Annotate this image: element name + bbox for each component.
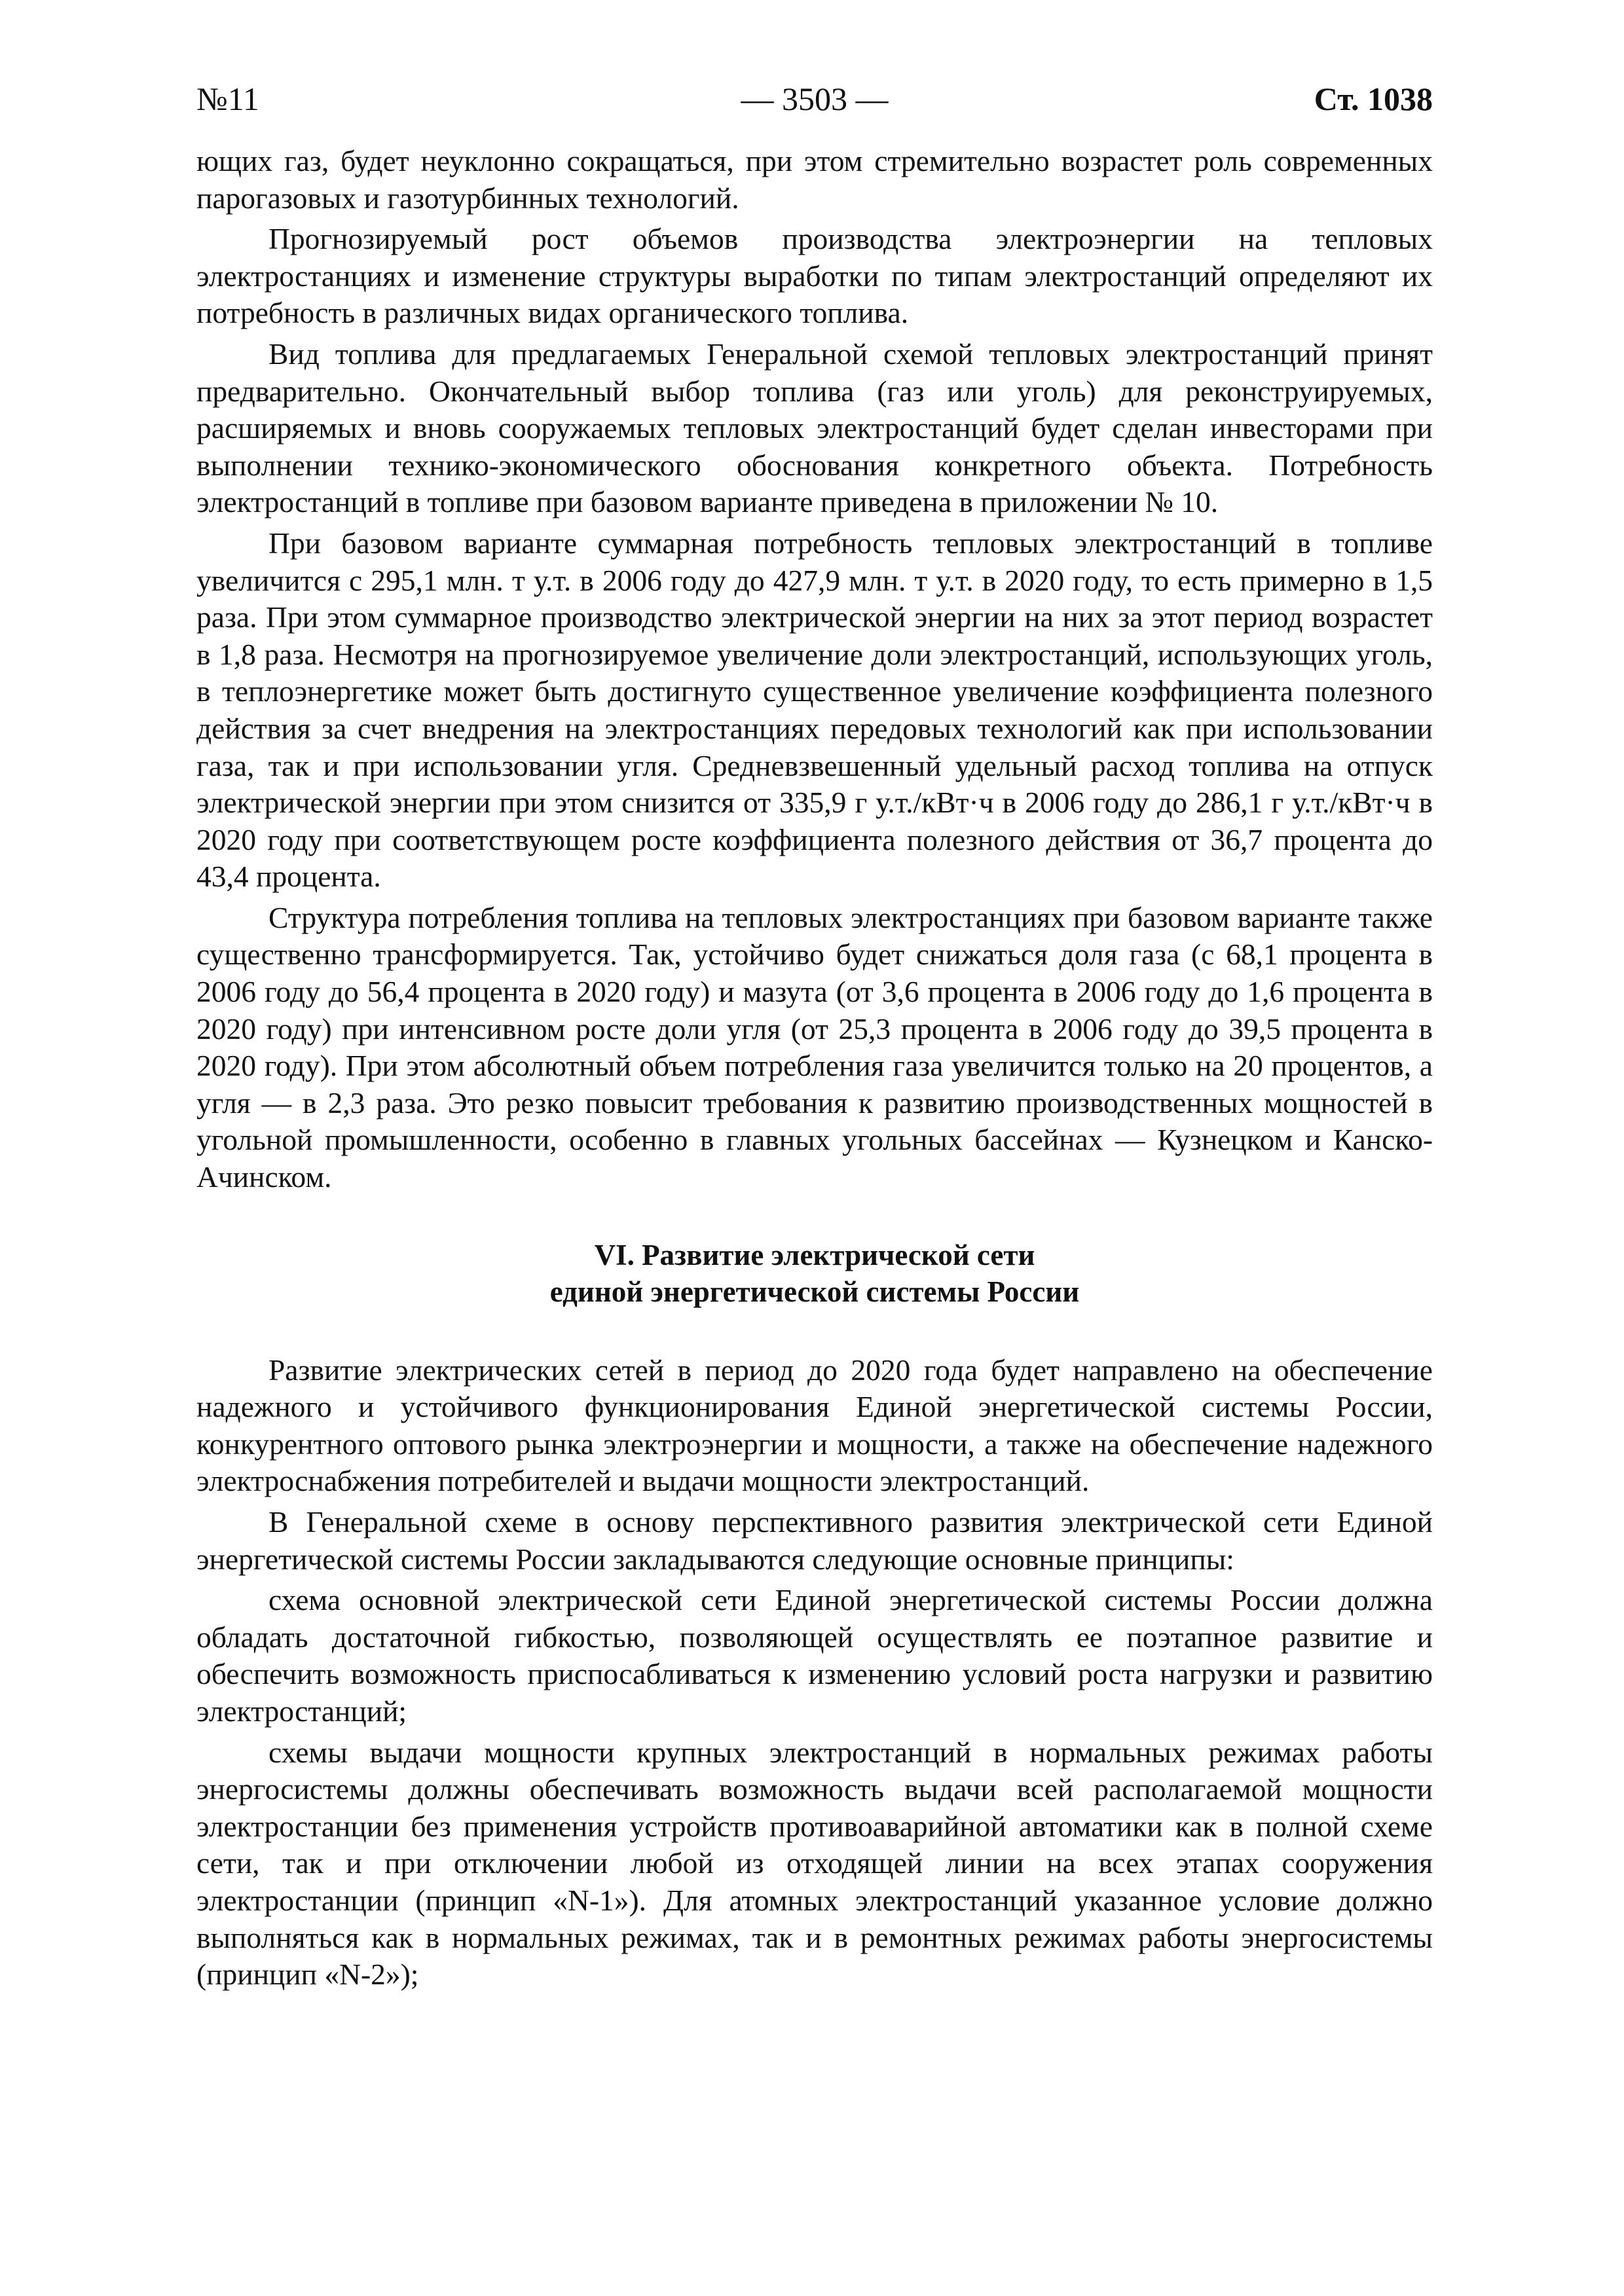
paragraph-principle-power-output: схемы выдачи мощности крупных электростанций в нормальных режимах работы энергосистемы должны обеспечивать возможность выдачи всей располагаемой мощности электростанции без применения устройств противоаварийной автоматики как в полной схеме сети, так и при отключении любой из отходящей линии на всех этапах сооружения электростанции (принцип «N-1»). Для атомных электростанций указанное условие должно выполняться как в нормальных режимах, так и в ремонтных режимах работы энергосистемы (принцип «N-2»);: [196, 1735, 1433, 1992]
issue-number: №11: [196, 81, 259, 117]
paragraph-principle-flexibility: схема основной электрической сети Единой энергетической системы России должна обладать достаточной гибкостью, позволяющей осуществлять ее поэтапное развитие и обеспечить возможность приспосабливаться к изменению условий роста нагрузки и развитию электростанций;: [196, 1583, 1433, 1728]
paragraph-grid-development: Развитие электрических сетей в период до 2020 года будет направлено на обеспечение надежного и устойчивого функционирования Единой энергетической системы России, конкурентного оптового рынка электроэнергии и мощности, а также на обеспечение надежного электроснабжения потребителей и выдачи мощности электростанций.: [196, 1353, 1433, 1498]
running-header: [196, 77, 1433, 120]
document-page: [196, 77, 1433, 1997]
paragraph-base-scenario: При базовом варианте суммарная потребность тепловых электростанций в топливе увеличится с 295,1 млн. т у.т. в 2006 году до 427,9 млн. т у.т. в 2020 году, то есть примерно в 1,5 раза. При этом суммарное производство электрической энергии на них за этот период возрастет в 1,8 раза. Несмотря на прогнозируемое увеличение доли электростанций, использующих уголь, в теплоэнергетике может быть достигнуто существенное увеличение коэффициента полезного действия за счет внедрения на электростанциях передовых технологий как при использовании газа, так и при использовании угля. Средневзвешенный удельный расход топлива на отпуск электрической энергии при этом снизится от 335,9 г у.т./кВт·ч в 2006 году до 286,1 г у.т./кВт·ч в 2020 году при соответствующем росте коэффициента полезного действия от 36,7 процента до 43,4 процента.: [196, 526, 1433, 894]
section-heading-line-1: VI. Развитие электрической сети: [594, 1238, 1035, 1271]
section-heading-line-2: единой энергетической системы России: [549, 1275, 1080, 1308]
section-heading: [196, 1237, 1433, 1310]
paragraph-fuel-demand: Прогнозируемый рост объемов производства электроэнергии на тепловых электростанциях и изменение структуры выработки по типам электростанций определяют их потребность в различных видах органического топлива.: [196, 222, 1433, 330]
paragraph-principles-intro: В Генеральной схеме в основу перспективного развития электрической сети Единой энергетической системы России закладываются следующие основные принципы:: [196, 1505, 1433, 1576]
paragraph-fuel-type: Вид топлива для предлагаемых Генеральной схемой тепловых электростанций принят предварительно. Окончательный выбор топлива (газ или уголь) для реконструируемых, расширяемых и вновь сооружаемых тепловых электростанций будет сделан инвесторами при выполнении технико-экономического обоснования конкретного объекта. Потребность электростанций в топливе при базовом варианте приведена в приложении № 10.: [196, 337, 1433, 519]
paragraph-fuel-structure: Структура потребления топлива на тепловых электростанциях при базовом варианте также существенно трансформируется. Так, устойчиво будет снижаться доля газа (с 68,1 процента в 2006 году до 56,4 процента в 2020 году) и мазута (от 3,6 процента в 2006 году до 1,6 процента в 2020 году) при интенсивном росте доли угля (от 25,3 процента в 2006 году до 39,5 процента в 2020 году). При этом абсолютный объем потребления газа увеличится только на 20 процентов, а угля — в 2,3 раза. Это резко повысит требования к развитию производственных мощностей в угольной промышленности, особенно в главных угольных бассейнах — Кузнецком и Канско-Ачинском.: [196, 900, 1433, 1194]
paragraph-continuation: ющих газ, будет неуклонно сокращаться, при этом стремительно возрастет роль современных парогазовых и газотурбинных технологий.: [196, 144, 1433, 215]
page-number: — 3503 —: [741, 81, 889, 117]
article-number: Ст. 1038: [1314, 81, 1433, 117]
